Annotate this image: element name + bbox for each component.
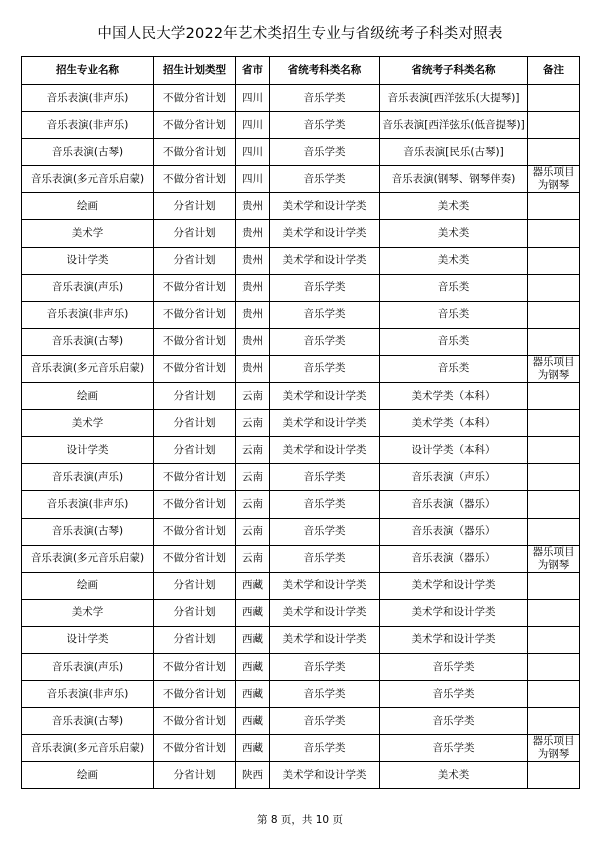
cell-province: 贵州 xyxy=(236,220,270,247)
cell-exam-subcategory: 美术类 xyxy=(380,193,528,220)
cell-exam-subcategory: 音乐表演（器乐） xyxy=(380,491,528,518)
cell-exam-category: 音乐学类 xyxy=(270,653,380,680)
cell-major: 音乐表演(多元音乐启蒙) xyxy=(22,166,154,193)
cell-province: 西藏 xyxy=(236,572,270,599)
cell-province: 西藏 xyxy=(236,735,270,762)
cell-exam-category: 音乐学类 xyxy=(270,328,380,355)
cell-province: 四川 xyxy=(236,85,270,112)
cell-province: 西藏 xyxy=(236,681,270,708)
cell-exam-category: 美术学和设计学类 xyxy=(270,220,380,247)
cell-exam-subcategory: 设计学类（本科） xyxy=(380,437,528,464)
cell-province: 云南 xyxy=(236,518,270,545)
cell-remarks xyxy=(528,247,580,274)
cell-plan-type: 不做分省计划 xyxy=(154,545,236,572)
cell-exam-subcategory: 音乐类 xyxy=(380,301,528,328)
cell-major: 音乐表演(非声乐) xyxy=(22,112,154,139)
cell-major: 音乐表演(多元音乐启蒙) xyxy=(22,735,154,762)
cell-province: 贵州 xyxy=(236,274,270,301)
cell-plan-type: 分省计划 xyxy=(154,626,236,653)
cell-province: 贵州 xyxy=(236,355,270,382)
cell-exam-category: 音乐学类 xyxy=(270,301,380,328)
cell-exam-category: 音乐学类 xyxy=(270,139,380,166)
cell-remarks xyxy=(528,518,580,545)
cell-province: 西藏 xyxy=(236,708,270,735)
header-plan-type: 招生计划类型 xyxy=(154,57,236,85)
table-row xyxy=(22,166,580,193)
cell-exam-subcategory: 音乐表演[西洋弦乐(低音提琴)] xyxy=(380,112,528,139)
mapping-table xyxy=(21,56,580,789)
cell-exam-category: 音乐学类 xyxy=(270,112,380,139)
cell-plan-type: 不做分省计划 xyxy=(154,355,236,382)
cell-exam-category: 音乐学类 xyxy=(270,518,380,545)
cell-exam-category: 美术学和设计学类 xyxy=(270,410,380,437)
cell-exam-category: 美术学和设计学类 xyxy=(270,383,380,410)
cell-exam-category: 音乐学类 xyxy=(270,166,380,193)
cell-exam-category: 美术学和设计学类 xyxy=(270,599,380,626)
cell-plan-type: 不做分省计划 xyxy=(154,112,236,139)
header-major: 招生专业名称 xyxy=(22,57,154,85)
table-row xyxy=(22,437,580,464)
cell-major: 设计学类 xyxy=(22,437,154,464)
cell-plan-type: 分省计划 xyxy=(154,599,236,626)
cell-major: 音乐表演(古琴) xyxy=(22,139,154,166)
cell-province: 贵州 xyxy=(236,247,270,274)
cell-plan-type: 不做分省计划 xyxy=(154,85,236,112)
cell-exam-category: 音乐学类 xyxy=(270,274,380,301)
cell-major: 绘画 xyxy=(22,572,154,599)
cell-exam-category: 美术学和设计学类 xyxy=(270,247,380,274)
cell-plan-type: 不做分省计划 xyxy=(154,518,236,545)
cell-major: 音乐表演(声乐) xyxy=(22,653,154,680)
cell-exam-subcategory: 美术学和设计学类 xyxy=(380,626,528,653)
table-row xyxy=(22,464,580,491)
cell-province: 陕西 xyxy=(236,762,270,789)
cell-exam-category: 美术学和设计学类 xyxy=(270,762,380,789)
cell-major: 音乐表演(多元音乐启蒙) xyxy=(22,545,154,572)
cell-plan-type: 分省计划 xyxy=(154,383,236,410)
cell-major: 绘画 xyxy=(22,193,154,220)
cell-major: 音乐表演(古琴) xyxy=(22,518,154,545)
cell-plan-type: 不做分省计划 xyxy=(154,735,236,762)
page-footer: 第 8 页，共 10 页 xyxy=(257,814,343,826)
cell-exam-subcategory: 音乐类 xyxy=(380,328,528,355)
cell-major: 绘画 xyxy=(22,762,154,789)
cell-exam-subcategory: 美术类 xyxy=(380,762,528,789)
cell-exam-category: 美术学和设计学类 xyxy=(270,193,380,220)
cell-province: 云南 xyxy=(236,491,270,518)
table-body xyxy=(22,85,580,789)
cell-remarks xyxy=(528,762,580,789)
table-row xyxy=(22,708,580,735)
cell-major: 音乐表演(古琴) xyxy=(22,708,154,735)
cell-exam-category: 音乐学类 xyxy=(270,491,380,518)
cell-province: 云南 xyxy=(236,410,270,437)
cell-plan-type: 不做分省计划 xyxy=(154,681,236,708)
cell-exam-category: 音乐学类 xyxy=(270,464,380,491)
cell-plan-type: 不做分省计划 xyxy=(154,301,236,328)
table-row xyxy=(22,681,580,708)
cell-remarks xyxy=(528,491,580,518)
cell-exam-subcategory: 音乐表演[民乐(古琴)] xyxy=(380,139,528,166)
cell-exam-category: 音乐学类 xyxy=(270,708,380,735)
table-header-row xyxy=(22,57,580,85)
table-row xyxy=(22,626,580,653)
table-row xyxy=(22,653,580,680)
cell-province: 云南 xyxy=(236,383,270,410)
cell-plan-type: 不做分省计划 xyxy=(154,491,236,518)
cell-remarks xyxy=(528,274,580,301)
header-exam-category: 省统考科类名称 xyxy=(270,57,380,85)
table-row xyxy=(22,545,580,572)
table-row xyxy=(22,301,580,328)
table-row xyxy=(22,328,580,355)
cell-province: 四川 xyxy=(236,139,270,166)
header-province: 省市 xyxy=(236,57,270,85)
table-row xyxy=(22,355,580,382)
cell-exam-subcategory: 音乐学类 xyxy=(380,735,528,762)
cell-exam-subcategory: 音乐学类 xyxy=(380,708,528,735)
cell-province: 西藏 xyxy=(236,626,270,653)
cell-exam-category: 音乐学类 xyxy=(270,545,380,572)
cell-remarks xyxy=(528,681,580,708)
cell-exam-subcategory: 音乐表演[西洋弦乐(大提琴)] xyxy=(380,85,528,112)
cell-province: 西藏 xyxy=(236,653,270,680)
cell-remarks xyxy=(528,383,580,410)
cell-exam-category: 美术学和设计学类 xyxy=(270,626,380,653)
cell-remarks xyxy=(528,653,580,680)
cell-plan-type: 不做分省计划 xyxy=(154,653,236,680)
cell-province: 四川 xyxy=(236,166,270,193)
table-row xyxy=(22,491,580,518)
cell-exam-subcategory: 美术学类（本科） xyxy=(380,410,528,437)
cell-remarks: 器乐项目为钢琴 xyxy=(528,545,580,572)
cell-plan-type: 分省计划 xyxy=(154,572,236,599)
document-title: 中国人民大学2022年艺术类招生专业与省级统考子科类对照表 xyxy=(97,26,503,42)
cell-remarks xyxy=(528,437,580,464)
cell-exam-subcategory: 美术类 xyxy=(380,247,528,274)
cell-province: 云南 xyxy=(236,545,270,572)
cell-remarks xyxy=(528,112,580,139)
cell-exam-subcategory: 音乐类 xyxy=(380,355,528,382)
cell-remarks: 器乐项目为钢琴 xyxy=(528,735,580,762)
cell-major: 音乐表演(非声乐) xyxy=(22,301,154,328)
cell-major: 美术学 xyxy=(22,410,154,437)
cell-remarks xyxy=(528,193,580,220)
cell-remarks xyxy=(528,139,580,166)
cell-exam-category: 音乐学类 xyxy=(270,681,380,708)
cell-exam-category: 美术学和设计学类 xyxy=(270,437,380,464)
cell-exam-subcategory: 音乐学类 xyxy=(380,681,528,708)
cell-plan-type: 分省计划 xyxy=(154,437,236,464)
cell-plan-type: 分省计划 xyxy=(154,220,236,247)
table-row xyxy=(22,112,580,139)
cell-province: 贵州 xyxy=(236,193,270,220)
cell-province: 贵州 xyxy=(236,328,270,355)
cell-exam-subcategory: 音乐表演（器乐） xyxy=(380,545,528,572)
cell-major: 设计学类 xyxy=(22,626,154,653)
table-row xyxy=(22,139,580,166)
cell-remarks xyxy=(528,572,580,599)
cell-plan-type: 分省计划 xyxy=(154,247,236,274)
cell-plan-type: 不做分省计划 xyxy=(154,464,236,491)
cell-remarks xyxy=(528,464,580,491)
cell-major: 音乐表演(非声乐) xyxy=(22,681,154,708)
table-row xyxy=(22,410,580,437)
cell-remarks: 器乐项目为钢琴 xyxy=(528,355,580,382)
cell-remarks xyxy=(528,708,580,735)
cell-exam-subcategory: 美术学和设计学类 xyxy=(380,599,528,626)
table-row xyxy=(22,220,580,247)
cell-plan-type: 不做分省计划 xyxy=(154,274,236,301)
cell-plan-type: 分省计划 xyxy=(154,410,236,437)
cell-remarks xyxy=(528,626,580,653)
cell-remarks xyxy=(528,328,580,355)
cell-exam-subcategory: 美术学和设计学类 xyxy=(380,572,528,599)
table-row xyxy=(22,599,580,626)
cell-remarks xyxy=(528,410,580,437)
cell-remarks xyxy=(528,599,580,626)
table-row xyxy=(22,85,580,112)
cell-major: 绘画 xyxy=(22,383,154,410)
cell-exam-subcategory: 音乐学类 xyxy=(380,653,528,680)
cell-exam-subcategory: 美术类 xyxy=(380,220,528,247)
cell-major: 音乐表演(声乐) xyxy=(22,464,154,491)
cell-province: 四川 xyxy=(236,112,270,139)
cell-remarks xyxy=(528,301,580,328)
cell-plan-type: 分省计划 xyxy=(154,193,236,220)
table-row xyxy=(22,735,580,762)
cell-exam-subcategory: 音乐表演（器乐） xyxy=(380,518,528,545)
table-row xyxy=(22,193,580,220)
cell-province: 云南 xyxy=(236,464,270,491)
cell-plan-type: 不做分省计划 xyxy=(154,328,236,355)
cell-plan-type: 分省计划 xyxy=(154,762,236,789)
cell-exam-subcategory: 音乐表演(钢琴、钢琴伴奏) xyxy=(380,166,528,193)
cell-exam-subcategory: 音乐表演（声乐） xyxy=(380,464,528,491)
table-row xyxy=(22,247,580,274)
cell-exam-subcategory: 美术学类（本科） xyxy=(380,383,528,410)
header-exam-subcategory: 省统考子科类名称 xyxy=(380,57,528,85)
cell-remarks xyxy=(528,220,580,247)
table-row xyxy=(22,274,580,301)
cell-major: 设计学类 xyxy=(22,247,154,274)
cell-exam-category: 音乐学类 xyxy=(270,85,380,112)
cell-plan-type: 不做分省计划 xyxy=(154,708,236,735)
cell-plan-type: 不做分省计划 xyxy=(154,166,236,193)
cell-exam-category: 美术学和设计学类 xyxy=(270,572,380,599)
cell-major: 美术学 xyxy=(22,599,154,626)
cell-exam-subcategory: 音乐类 xyxy=(380,274,528,301)
cell-major: 音乐表演(声乐) xyxy=(22,274,154,301)
cell-remarks: 器乐项目为钢琴 xyxy=(528,166,580,193)
table-row xyxy=(22,518,580,545)
cell-plan-type: 不做分省计划 xyxy=(154,139,236,166)
table-row xyxy=(22,762,580,789)
table-row xyxy=(22,572,580,599)
cell-province: 云南 xyxy=(236,437,270,464)
cell-major: 美术学 xyxy=(22,220,154,247)
cell-exam-category: 音乐学类 xyxy=(270,355,380,382)
cell-major: 音乐表演(多元音乐启蒙) xyxy=(22,355,154,382)
cell-major: 音乐表演(非声乐) xyxy=(22,491,154,518)
cell-remarks xyxy=(528,85,580,112)
cell-major: 音乐表演(古琴) xyxy=(22,328,154,355)
cell-major: 音乐表演(非声乐) xyxy=(22,85,154,112)
cell-province: 贵州 xyxy=(236,301,270,328)
cell-province: 西藏 xyxy=(236,599,270,626)
header-remarks: 备注 xyxy=(528,57,580,85)
table-row xyxy=(22,383,580,410)
cell-exam-category: 音乐学类 xyxy=(270,735,380,762)
